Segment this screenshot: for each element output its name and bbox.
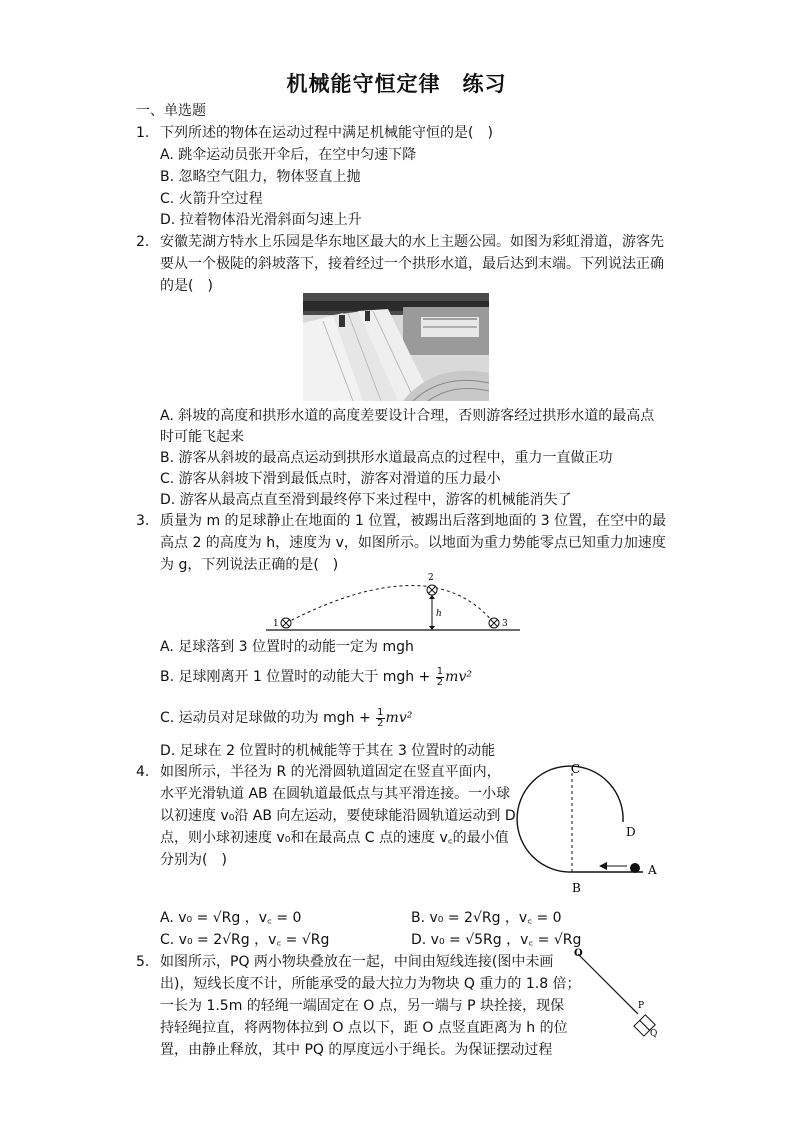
question-stem: 如图所示，半径为 R 的光滑圆轨道固定在竖直平面内， <box>160 764 501 780</box>
option-a: A. v₀ = √Rg ，v꜀ = 0 <box>160 910 302 926</box>
question-stem: 高点 2 的高度为 h，速度为 v，如图所示。以地面为重力势能零点已知重力加速度 <box>160 535 666 551</box>
ball <box>630 863 640 873</box>
option-c-tail: mv² <box>385 710 413 726</box>
circular-track-figure <box>515 760 665 898</box>
question-number: 1. <box>136 125 150 141</box>
question-stem: 持轻绳拉直，将两物体拉到 O 点以下，距 O 点竖直距离为 h 的位 <box>160 1020 568 1036</box>
page-title: 机械能守恒定律 练习 <box>286 72 507 96</box>
fig-label-3: 3 <box>502 619 508 629</box>
option-c-text: C. 运动员对足球做的功为 mgh + <box>160 710 371 726</box>
question-stem: 置，由静止释放，其中 PQ 的厚度远小于绳长。为保证摆动过程 <box>160 1042 553 1058</box>
fig-label-p: P <box>638 1001 645 1011</box>
question-number: 3. <box>136 513 150 529</box>
fig-label-h: h <box>436 609 442 619</box>
fig-label-o: O <box>574 948 583 959</box>
fraction-denominator: 2 <box>377 717 384 729</box>
question-number: 5. <box>136 954 150 970</box>
question-number: 4. <box>136 764 150 780</box>
option-b: B. 游客从斜坡的最高点运动到拱形水道最高点的过程中，重力一直做正功 <box>160 450 613 466</box>
option-d: D. 拉着物体沿光滑斜面匀速上升 <box>160 212 362 228</box>
option-c: C. v₀ = 2√Rg ，v꜀ = √Rg <box>160 932 330 948</box>
fig-label-b: B <box>572 881 581 895</box>
question-stem: 水平光滑轨道 AB 在圆轨道最低点与其平滑连接。一小球 <box>160 786 511 802</box>
question-stem: 点，则小球初速度 v₀和在最高点 C 点的速度 v꜀的最小值 <box>160 830 509 846</box>
question-stem: 下列所述的物体在运动过程中满足机械能守恒的是( ) <box>160 125 493 141</box>
option-a: A. 斜坡的高度和拱形水道的高度差要设计合理，否则游客经过拱形水道的最高点 <box>160 408 655 424</box>
fig-label-a: A <box>648 863 657 877</box>
question-number: 2. <box>136 234 150 250</box>
fraction <box>376 708 384 729</box>
option-a: A. 足球落到 3 位置时的动能一定为 mgh <box>160 639 414 655</box>
question-stem: 以初速度 v₀沿 AB 向左运动，要使球能沿圆轨道运动到 D <box>160 808 516 824</box>
fig-label-c: C <box>571 762 581 776</box>
option-c: C. 火箭升空过程 <box>160 191 263 207</box>
fig-label-2: 2 <box>428 573 434 583</box>
question-stem: 质量为 m 的足球静止在地面的 1 位置，被踢出后落到地面的 3 位置，在空中的最 <box>160 513 667 529</box>
fraction-numerator: 1 <box>377 706 384 718</box>
question-stem: 安徽芜湖方特水上乐园是华东地区最大的水上主题公园。如图为彩虹滑道，游客先 <box>160 234 664 250</box>
fig-label-q: Q <box>650 1029 658 1039</box>
option-d: D. v₀ = √5Rg ，v꜀ = √Rg <box>411 932 582 948</box>
option-d: D. 足球在 2 位置时的机械能等于其在 3 位置时的动能 <box>160 743 496 759</box>
option-c <box>160 707 412 729</box>
football-trajectory-figure <box>262 570 524 634</box>
fraction-denominator: 2 <box>436 676 444 688</box>
fraction <box>436 667 444 688</box>
section-heading: 一、单选题 <box>136 103 206 119</box>
option-b: B. v₀ = 2√Rg ，v꜀ = 0 <box>411 910 562 926</box>
ball-position-1 <box>281 618 291 628</box>
option-c: C. 游客从斜坡下滑到最低点时，游客对滑道的压力最小 <box>160 471 501 487</box>
question-stem: 分别为( ) <box>160 852 227 868</box>
question-stem: 出)，短线长度不计，所能承受的最大拉力为物块 Q 重力的 1.8 倍； <box>160 976 581 992</box>
option-b: B. 忽略空气阻力，物体竖直上抛 <box>160 169 361 185</box>
option-b-text: B. 足球刚离开 1 位置时的动能大于 mgh + <box>160 669 431 685</box>
fig-label-d: D <box>626 825 636 839</box>
ball-position-3 <box>489 618 499 628</box>
water-slide-photo <box>303 293 489 401</box>
fraction-numerator: 1 <box>436 665 444 677</box>
question-stem: 要从一个极陡的斜坡落下，接着经过一个拱形水道，最后达到末端。下列说法正确 <box>160 256 664 272</box>
ball-position-2 <box>427 585 437 595</box>
fig-label-1: 1 <box>273 619 279 629</box>
question-stem: 的是( ) <box>160 278 213 294</box>
option-a: A. 跳伞运动员张开伞后，在空中匀速下降 <box>160 147 417 163</box>
question-stem: 如图所示，PQ 两小物块叠放在一起，中间由短线连接(图中未画 <box>160 954 554 970</box>
option-d: D. 游客从最高点直至滑到最终停下来过程中，游客的机械能消失了 <box>160 492 572 508</box>
question-stem: 一长为 1.5m 的轻绳一端固定在 O 点，另一端与 P 块拴接，现保 <box>160 998 565 1014</box>
pendulum-figure <box>568 944 668 1044</box>
option-b-tail: mv² <box>445 669 472 685</box>
option-b <box>160 666 472 688</box>
option-a-cont: 时可能飞起来 <box>160 429 244 445</box>
question-stem: 为 g，下列说法正确的是( ) <box>160 557 339 573</box>
